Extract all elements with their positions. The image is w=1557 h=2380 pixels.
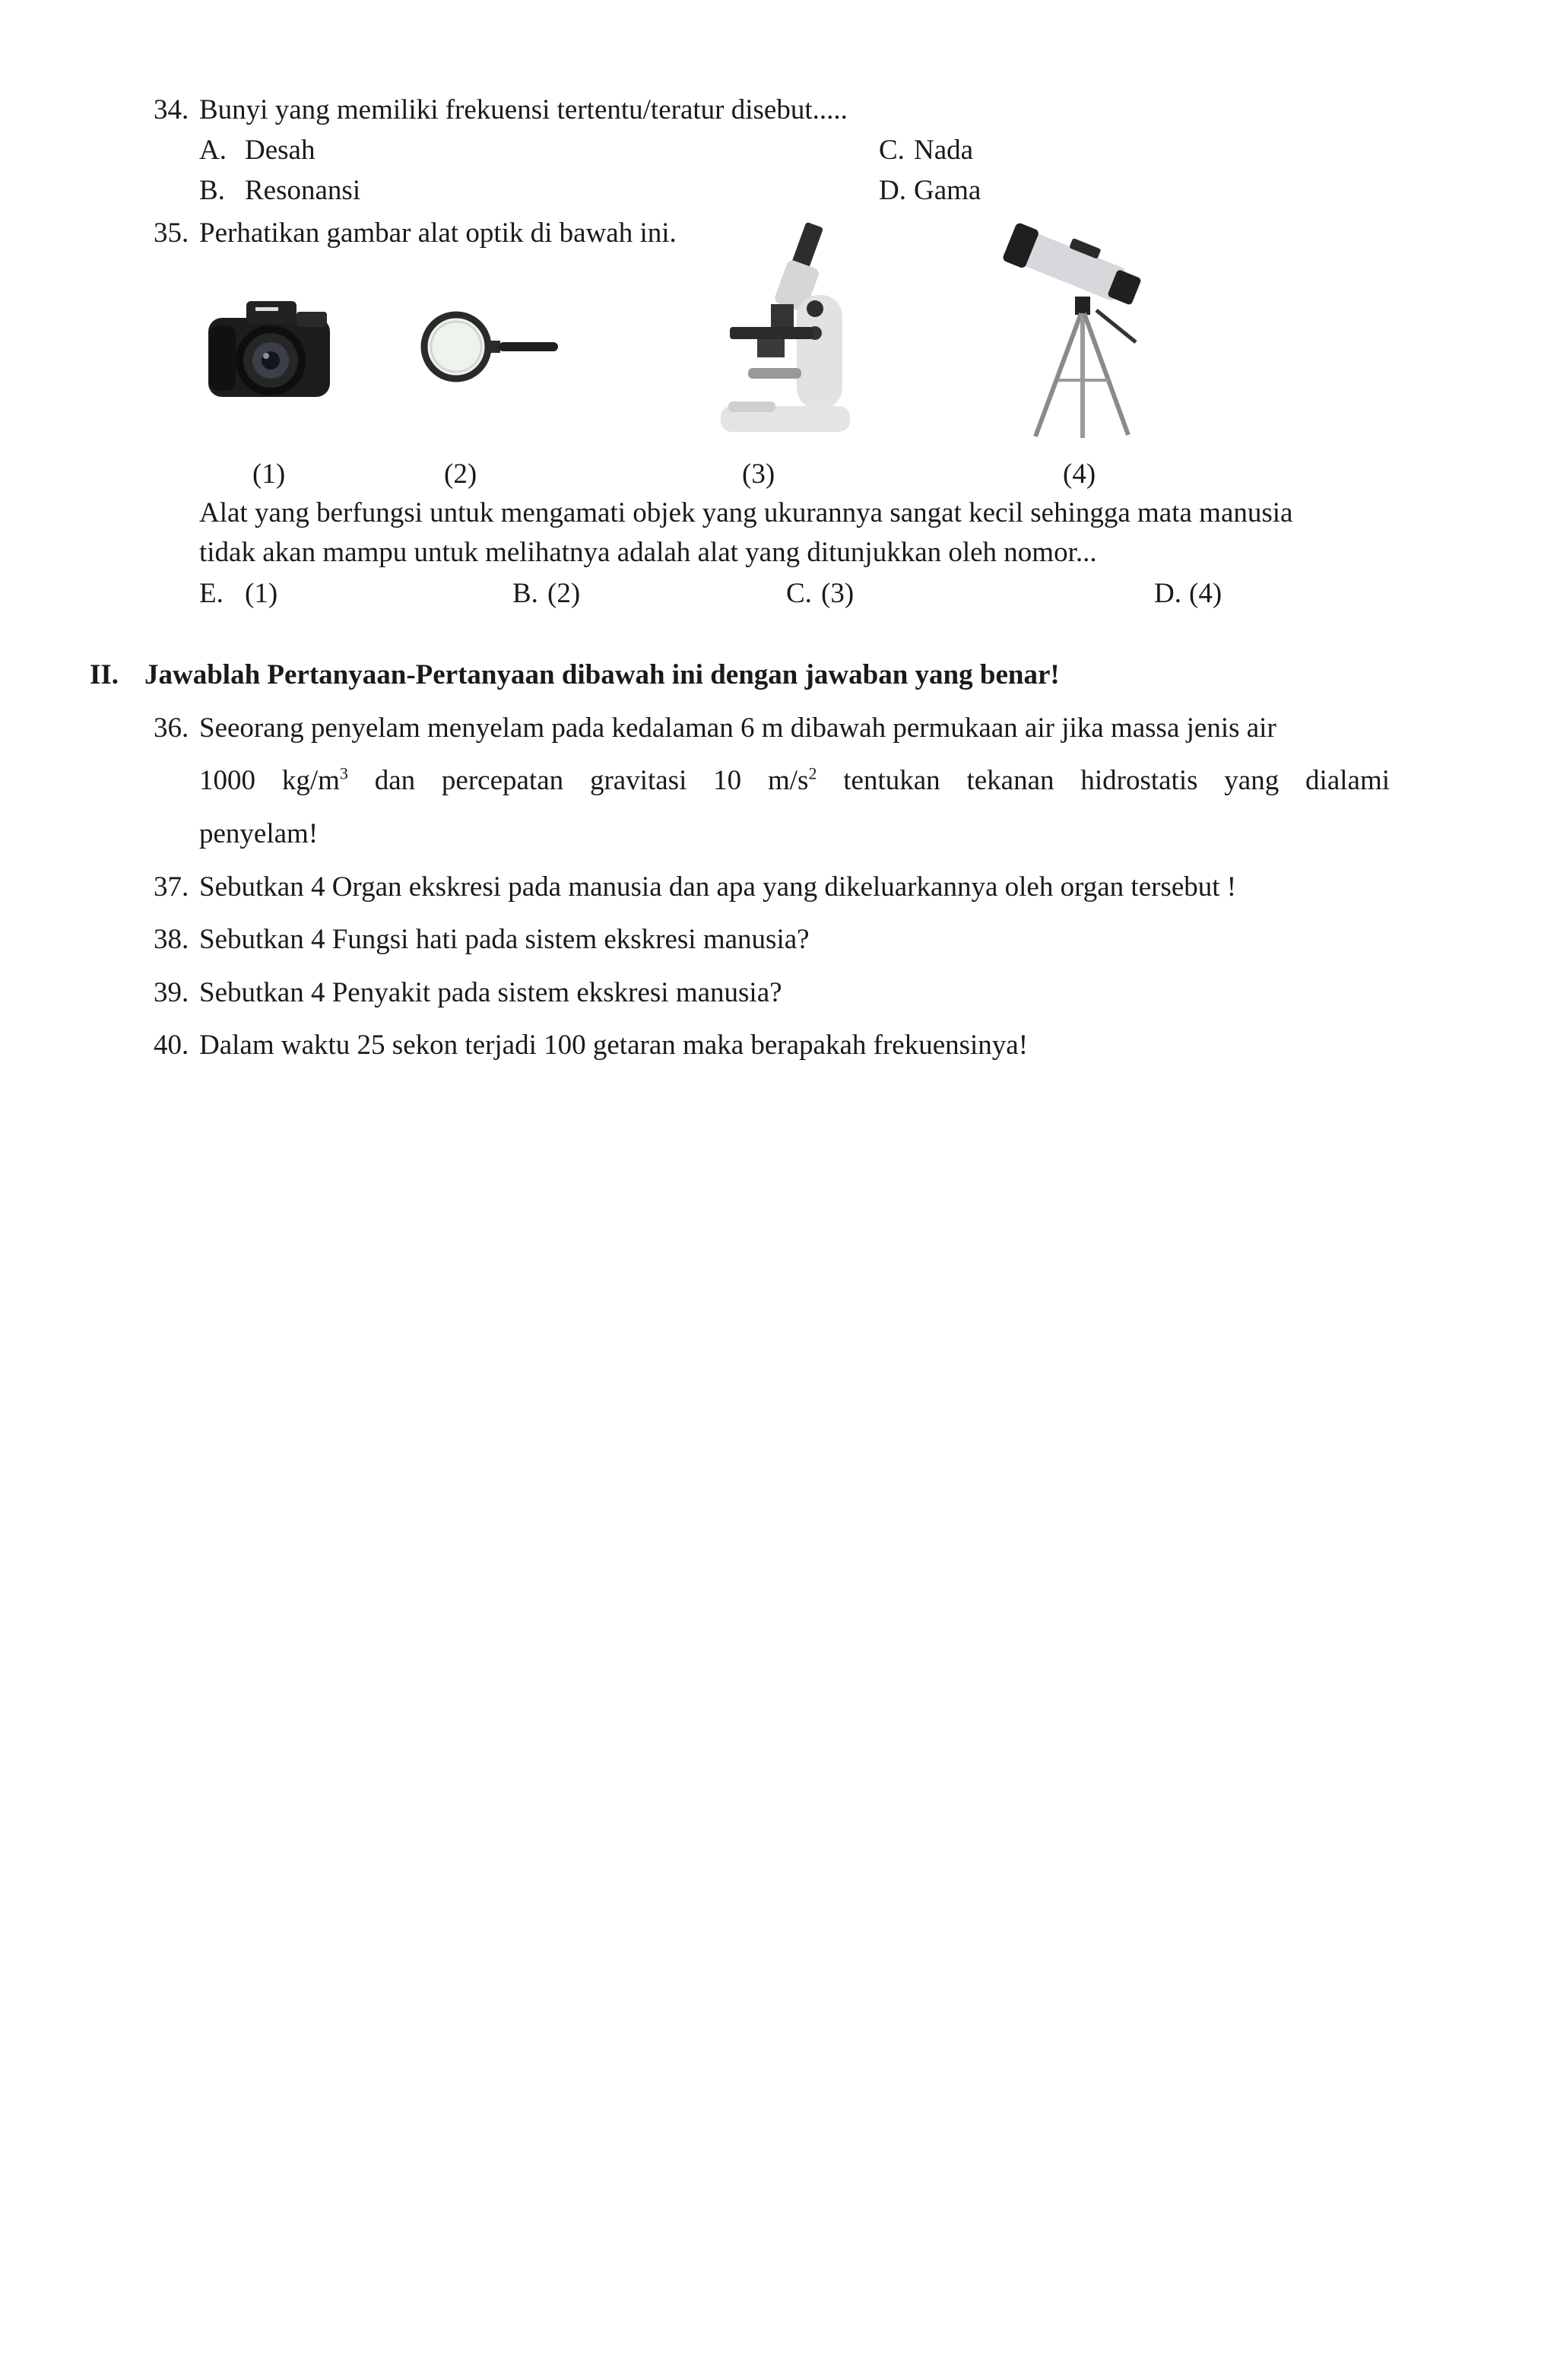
q35-option-3-letter: C. (786, 578, 812, 609)
q36-line-2-end: tentukan tekanan hidrostatis yang dialami (843, 765, 1391, 796)
q34-option-c: Nada (914, 135, 974, 166)
q39-number: 39. (154, 977, 189, 1008)
q34-option-b-letter: B. (199, 175, 225, 206)
q36-line-2 (199, 763, 1390, 799)
q35-option-2-letter: B. (512, 578, 538, 609)
q38-number: 38. (154, 924, 189, 955)
microscope-icon (715, 219, 851, 440)
q34-option-d: Gama (914, 175, 981, 206)
section-2-heading: Jawablah Pertanyaan-Pertanyaan dibawah ini dengan jawaban yang benar! (144, 659, 1060, 690)
q36-gravity-unit: $m/s^2$ (767, 763, 817, 796)
q35-image-label-1: (1) (252, 459, 286, 490)
q35-image-label-3: (3) (742, 459, 775, 490)
q35-question-line-1: Alat yang berfungsi untuk mengamati objek yang ukurannya sangat kecil sehingga mata manusia (199, 497, 1293, 528)
q36-density-unit: $kg/m^3$ (281, 763, 348, 796)
q36-density-value: 1000 (199, 765, 255, 796)
q34-option-a: Desah (245, 135, 316, 166)
q35-option-3: (3) (821, 578, 855, 609)
q36-number: 36. (154, 712, 189, 744)
q38-text: Sebutkan 4 Fungsi hati pada sistem ekskresi manusia? (199, 924, 810, 955)
q35-option-4-letter: D. (1154, 578, 1181, 609)
q35-number: 35. (154, 217, 189, 249)
q35-text: Perhatikan gambar alat optik di bawah ini. (199, 217, 677, 249)
q34-text: Bunyi yang memiliki frekuensi tertentu/teratur disebut..... (199, 94, 848, 125)
q35-option-4: (4) (1189, 578, 1222, 609)
q34-option-a-letter: A. (199, 135, 227, 166)
q37-number: 37. (154, 871, 189, 903)
q35-question-line-2: tidak akan mampu untuk melihatnya adalah alat yang ditunjukkan oleh nomor... (199, 537, 1097, 568)
q39-text: Sebutkan 4 Penyakit pada sistem ekskresi manusia? (199, 977, 782, 1008)
section-2-numeral: II. (90, 659, 119, 690)
q35-option-2: (2) (547, 578, 581, 609)
q36-line-1: Seeorang penyelam menyelam pada kedalaman 6 m dibawah permukaan air jika massa jenis air (199, 712, 1276, 744)
q35-option-1-letter: E. (199, 578, 224, 609)
q36-line-3: penyelam! (199, 818, 319, 849)
q35-option-1: (1) (245, 578, 278, 609)
telescope-icon (1002, 221, 1154, 441)
q34-number: 34. (154, 94, 189, 125)
q34-option-b: Resonansi (245, 175, 361, 206)
q34-option-c-letter: C. (879, 135, 905, 166)
magnifying-glass-icon (417, 307, 561, 391)
q35-image-label-4: (4) (1063, 459, 1096, 490)
q36-line-2-mid: dan percepatan gravitasi (374, 765, 687, 796)
q37-text: Sebutkan 4 Organ ekskresi pada manusia dan apa yang dikeluarkannya oleh organ tersebut ! (199, 871, 1237, 903)
q36-gravity-value: 10 (713, 765, 742, 796)
camera-icon (202, 290, 335, 405)
q40-text: Dalam waktu 25 sekon terjadi 100 getaran maka berapakah frekuensinya! (199, 1030, 1029, 1061)
q35-image-label-2: (2) (444, 459, 477, 490)
q40-number: 40. (154, 1030, 189, 1061)
q34-option-d-letter: D. (879, 175, 906, 206)
